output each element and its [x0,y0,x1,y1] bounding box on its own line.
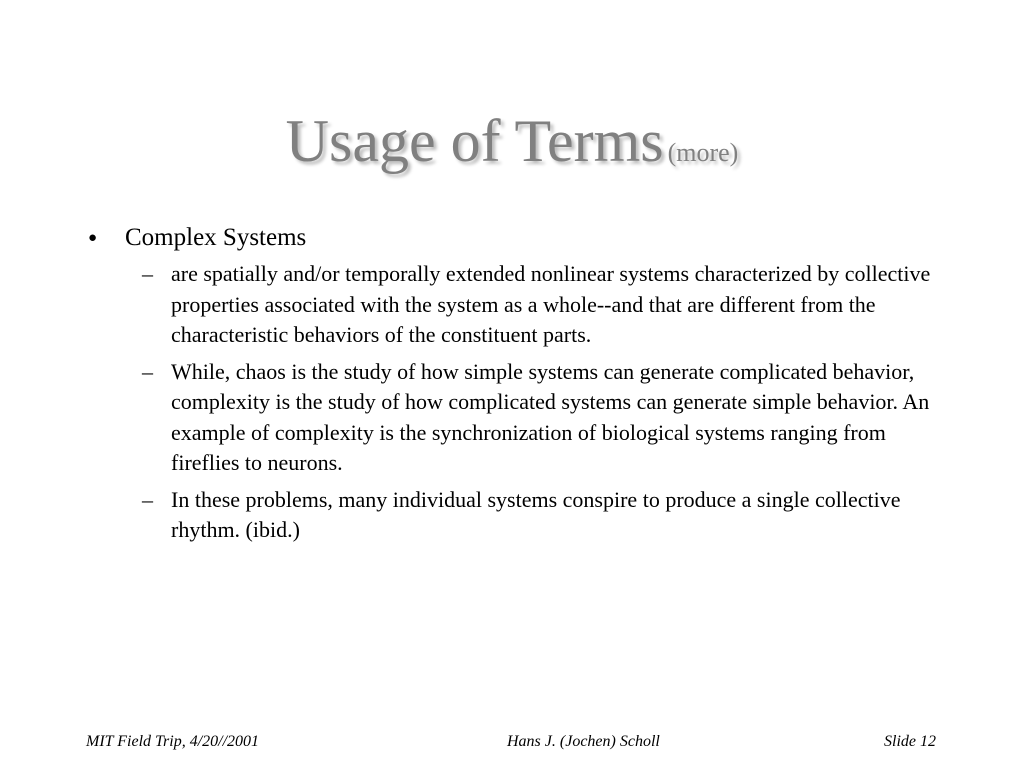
sub-bullet-text: are spatially and/or temporally extended nonlinear systems characterized by collective properties associated with the system as a whole--and that are different from the characteristic behaviors of the constituent parts. [171,261,931,347]
bullet-dot-icon: ● [88,230,98,246]
sub-bullet-item [84,259,944,351]
dash-icon: – [142,486,153,512]
bullet-item-complex-systems [84,222,944,254]
slide-body [84,222,944,552]
slide-title [0,108,1024,174]
sub-bullet-item [84,357,944,479]
sub-bullet-text: In these problems, many individual systems conspire to produce a single collective rhythm. (ibid.) [171,486,901,542]
sub-bullet-item [84,485,944,546]
sub-bullet-text: While, chaos is the study of how simple systems can generate complicated behavior, complexity is the study of how complicated systems can generate simple behavior. An example of complexity is the synchronization of biological systems ranging from fireflies to neurons. [171,358,930,475]
bullet-text: Complex Systems [125,224,307,251]
footer-author: Hans J. (Jochen) Scholl [507,733,660,750]
footer-slide-number: Slide 12 [884,733,936,750]
title-text: Usage of Terms [285,108,664,174]
dash-icon: – [142,358,153,384]
footer-event: MIT Field Trip, 4/20//2001 [86,733,260,750]
slide-footer [0,733,1024,755]
title-suffix: (more) [667,138,739,167]
dash-icon: – [142,261,153,286]
